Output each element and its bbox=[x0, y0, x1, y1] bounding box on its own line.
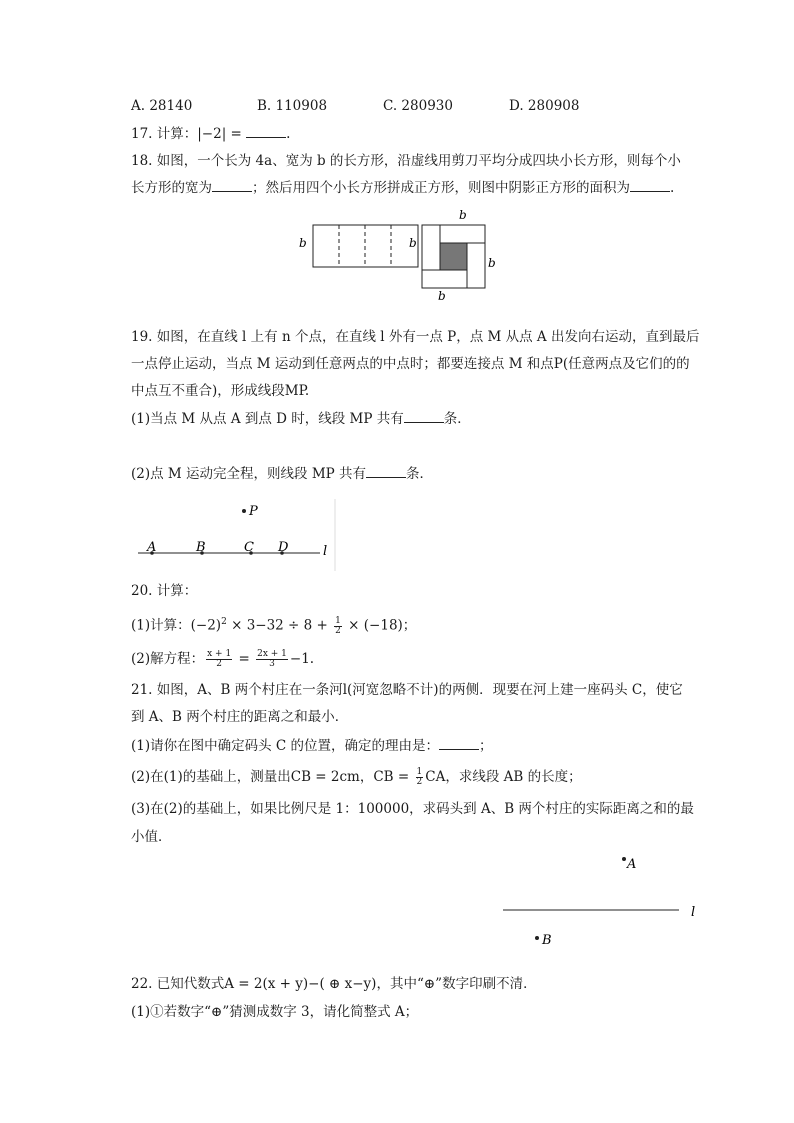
q21-sub2 bbox=[131, 768, 582, 787]
q21-figure bbox=[495, 848, 710, 953]
q17-end: . bbox=[286, 126, 291, 142]
label-b: b bbox=[438, 289, 446, 303]
q21-line2: 到 A、B 两个村庄的距离之和最小． bbox=[131, 709, 349, 725]
village-a-point bbox=[622, 857, 626, 861]
q20-title: 20. 计算： bbox=[131, 583, 198, 599]
label-c: C bbox=[244, 540, 254, 555]
label-l: l bbox=[323, 544, 328, 559]
point-p bbox=[242, 509, 246, 513]
denominator: 2 bbox=[216, 659, 223, 669]
option-d: D. 280908 bbox=[509, 98, 580, 114]
q18-line1: 18. 如图，一个长为 4a、宽为 b 的长方形，沿虚线用剪刀平均分成四块小长方形，则每个小 bbox=[131, 153, 681, 169]
shaded-square bbox=[440, 243, 467, 270]
q18-line2 bbox=[131, 179, 674, 197]
fraction bbox=[334, 617, 342, 636]
q21-sub3-line1: (3)在(2)的基础上，如果比例尺是 1：100000，求码头到 A、B 两个村庄的实际距离之和的最 bbox=[131, 801, 694, 817]
q21-sub2a: (2)在(1)的基础上，测量出CB = 2cm，CB = bbox=[131, 769, 414, 785]
label-a: A bbox=[147, 540, 157, 555]
q20-sub1-end: × (−18)； bbox=[343, 617, 417, 634]
q19-line1: 19. 如图，在直线 l 上有 n 个点，在直线 l 外有一点 P，点 M 从点 A 出发向右运动，直到最后 bbox=[131, 329, 700, 345]
answer-blank bbox=[630, 179, 670, 192]
label-p: P bbox=[249, 504, 258, 519]
q21-sub1a: (1)请你在图中确定码头 C 的位置，确定的理由是： bbox=[131, 738, 440, 754]
equals: = bbox=[234, 651, 255, 667]
numerator: 1 bbox=[335, 615, 341, 626]
option-c: C. 280930 bbox=[383, 98, 453, 114]
q18-line2a: 长方形的宽为 bbox=[131, 180, 212, 196]
q20-sub1-mid: × 3−32 ÷ 8 + bbox=[226, 617, 333, 634]
q19-line3: 中点互不重合)，形成线段MP. bbox=[131, 383, 310, 399]
option-b: B. 110908 bbox=[257, 98, 328, 114]
q22-line1: 22. 已知代数式A = 2(x + y)−( ⊕ x−y)，其中“⊕”数字印刷不清． bbox=[131, 976, 537, 992]
q21-sub1b: ； bbox=[479, 738, 493, 754]
numerator: 1 bbox=[416, 767, 423, 777]
answer-blank bbox=[366, 465, 406, 478]
q19-sub1b: 条． bbox=[443, 411, 471, 427]
denominator: 2 bbox=[416, 777, 423, 787]
q20-sub2 bbox=[131, 650, 314, 669]
question-17 bbox=[131, 125, 290, 143]
q18-figure bbox=[290, 205, 510, 305]
answer-blank bbox=[212, 179, 252, 192]
q19-sub2a: (2)点 M 运动完全程，则线段 MP 共有 bbox=[131, 466, 367, 482]
village-b-point bbox=[535, 936, 539, 940]
fraction bbox=[416, 768, 424, 787]
q20-sub2-prefix: (2)解方程： bbox=[131, 651, 205, 667]
q21-line1: 21. 如图，A、B 两个村庄在一条河l(河宽忽略不计)的两侧．现要在河上建一座码头 C，使它 bbox=[131, 682, 683, 698]
answer-blank bbox=[404, 410, 444, 423]
q19-sub1a: (1)当点 M 从点 A 到点 D 时，线段 MP 共有 bbox=[131, 411, 404, 427]
q17-text: 17. 计算：|−2| = bbox=[131, 126, 247, 142]
q22-sub1: (1)①若数字“⊕”猜测成数字 3，请化简整式 A； bbox=[131, 1004, 419, 1020]
label-d: D bbox=[278, 540, 289, 555]
label-b: B bbox=[196, 540, 206, 555]
q19-sub1 bbox=[131, 410, 471, 428]
q19-figure bbox=[130, 495, 350, 575]
numerator: x + 1 bbox=[207, 649, 232, 659]
label-b: B bbox=[542, 933, 552, 948]
numerator: 2x + 1 bbox=[257, 649, 287, 659]
q19-line2: 一点停止运动，当点 M 运动到任意两点的中点时；都要连接点 M 和点P(任意两点及它们的的 bbox=[131, 356, 690, 372]
q18-line2c: . bbox=[670, 180, 675, 196]
q21-sub1 bbox=[131, 737, 493, 755]
option-a: A. 28140 bbox=[131, 98, 193, 114]
label-a: A bbox=[627, 857, 637, 872]
label-b: b bbox=[459, 208, 467, 222]
q19-sub2 bbox=[131, 465, 433, 483]
label-b: b bbox=[299, 236, 307, 250]
denominator: 3 bbox=[269, 659, 275, 669]
answer-blank bbox=[246, 125, 286, 138]
fraction bbox=[206, 650, 232, 669]
q20-sub1 bbox=[131, 613, 416, 636]
q21-sub3-line2: 小值． bbox=[131, 829, 172, 845]
q19-sub2b: 条． bbox=[406, 466, 434, 482]
label-b: b bbox=[409, 236, 417, 250]
denominator: 2 bbox=[335, 625, 341, 636]
q18-line2b: ；然后用四个小长方形拼成正方形，则图中阴影正方形的面积为 bbox=[252, 180, 630, 196]
exponent: 2 bbox=[221, 617, 227, 627]
label-b: b bbox=[488, 256, 496, 270]
answer-blank bbox=[439, 737, 479, 750]
fraction bbox=[256, 650, 288, 669]
q20-sub1-prefix: (1)计算：(−2) bbox=[131, 617, 222, 634]
label-l: l bbox=[691, 905, 696, 920]
q21-sub2b: CA，求线段 AB 的长度； bbox=[425, 769, 582, 785]
q20-sub2-end: −1. bbox=[289, 651, 315, 667]
